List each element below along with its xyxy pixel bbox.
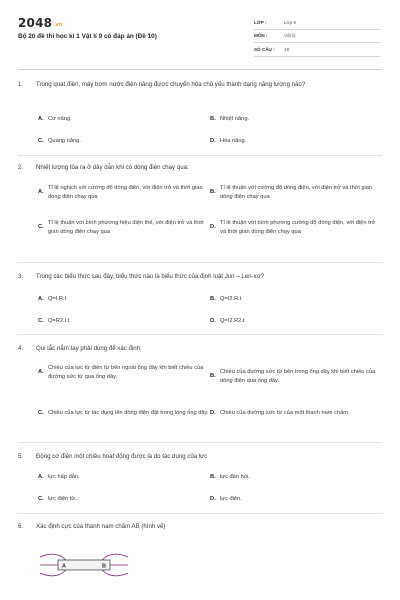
option-letter: A. — [38, 116, 44, 122]
option-b[interactable] — [210, 368, 382, 385]
option-text: Nhiệt năng. — [220, 116, 250, 122]
meta-row-subject — [254, 30, 380, 44]
question-3 — [18, 272, 382, 281]
option-letter: C. — [38, 224, 44, 231]
logo-text: 2048 — [18, 16, 53, 30]
option-letter: B. — [210, 116, 216, 122]
option-text: Q=I2.R.t — [220, 296, 242, 302]
option-c[interactable] — [38, 495, 198, 504]
option-b[interactable] — [210, 184, 382, 201]
question-text: Nhiệt lượng tỏa ra ở dây dẫn khi có dòng điện chạy qua: — [36, 164, 189, 171]
option-letter: C. — [38, 138, 44, 144]
option-letter: B. — [210, 474, 216, 480]
meta-value: Lớp 9 — [284, 19, 296, 25]
question-text: Xác định cực của thanh nam châm AB (hình vẽ) — [36, 523, 166, 530]
document-meta — [254, 16, 380, 57]
question-divider — [18, 442, 382, 443]
option-text: Chiều của lực từ tác dụng lên dòng điện đặt trong lòng ống dây. — [48, 410, 209, 416]
question-text: Động cơ điện một chiều hoạt động được là do tác dụng của lực — [36, 453, 208, 460]
question-6 — [18, 522, 382, 531]
option-letter: A. — [38, 369, 44, 376]
question-4 — [18, 344, 382, 353]
option-letter: C. — [38, 410, 44, 416]
question-1 — [18, 80, 382, 89]
question-number: 2. — [18, 164, 24, 171]
option-a[interactable] — [38, 473, 198, 482]
magnet-figure — [38, 551, 130, 579]
question-stem — [18, 452, 382, 461]
question-divider — [18, 262, 382, 263]
option-c[interactable] — [38, 219, 210, 236]
meta-row-class — [254, 16, 380, 30]
magnet-label-a: A — [62, 563, 66, 570]
question-number: 5. — [18, 453, 24, 460]
question-stem — [18, 344, 382, 353]
header-divider — [18, 69, 382, 70]
option-letter: D. — [210, 318, 216, 324]
option-text: Tỉ lệ nghịch với cường độ dòng điện, với điện trở và thời gian dòng điện chạy qua — [48, 185, 203, 200]
option-text: lực hấp dẫn. — [48, 474, 80, 480]
option-d[interactable] — [210, 137, 370, 146]
question-text: Qui tắc nắm tay phải dùng để xác định: — [36, 345, 142, 352]
option-text: lực điện từ. — [48, 496, 77, 502]
option-a[interactable] — [38, 115, 198, 124]
option-letter: D. — [210, 224, 216, 231]
question-stem — [18, 272, 382, 281]
question-text: Trong các biểu thức sau đây, biểu thức nào là biểu thức của định luật Jun – Len-xơ? — [36, 273, 264, 280]
option-text: Q=I2.R2.t — [220, 318, 245, 324]
option-b[interactable] — [210, 295, 370, 304]
question-number: 6. — [18, 523, 24, 530]
option-letter: C. — [38, 318, 44, 324]
option-letter: B. — [210, 189, 216, 196]
option-a[interactable] — [38, 184, 210, 201]
option-text: lực đàn hồi. — [220, 474, 250, 480]
document-header — [0, 0, 400, 64]
option-letter: D. — [210, 496, 216, 502]
option-d[interactable] — [210, 317, 370, 326]
question-divider — [18, 334, 382, 335]
option-a[interactable] — [38, 364, 210, 381]
option-letter: A. — [38, 296, 44, 302]
option-letter: D. — [210, 410, 216, 416]
magnet-label-b: B — [102, 563, 106, 570]
option-d[interactable] — [210, 219, 382, 236]
option-text: Chiều của đường sức từ của một thanh nam châm. — [220, 410, 350, 416]
question-stem — [18, 163, 382, 172]
option-text: Chiều của đường sức từ bên trong ống dây khi biết chiều của dòng điện qua ống dây. — [220, 369, 376, 384]
question-stem — [18, 80, 382, 89]
option-text: Tỉ lệ thuận với bình phương hiệu điện thế, với điện trở và thời gian dòng điện chạy qua — [48, 220, 204, 235]
option-d[interactable] — [210, 409, 382, 418]
site-logo[interactable] — [18, 16, 63, 30]
option-letter: B. — [210, 373, 216, 380]
question-divider — [18, 155, 382, 156]
option-c[interactable] — [38, 317, 198, 326]
option-c[interactable] — [38, 137, 198, 146]
option-text: Chiều của lực từ điện từ bên ngoài ống dây khi biết chiều của đường sức từ qua ống dây. — [48, 365, 204, 380]
meta-value: Vật lý — [284, 33, 296, 39]
option-text: Tỉ lệ thuận với cường độ dòng điện, với điện trở và thời gian dòng điện chạy qua — [220, 185, 373, 200]
meta-label: MÔN : — [254, 33, 268, 39]
question-2 — [18, 163, 382, 172]
option-text: Hóa năng. — [220, 138, 247, 144]
question-divider — [18, 513, 382, 514]
option-c[interactable] — [38, 409, 210, 418]
question-stem — [18, 522, 382, 531]
option-text: Q=I.R.t — [48, 296, 67, 302]
document-title: Bộ 20 đề thi học kì 1 Vật lí 9 có đáp án (Đề 10) — [18, 33, 157, 40]
option-text: Cơ năng. — [48, 116, 72, 122]
question-number: 4. — [18, 345, 24, 352]
question-number: 1. — [18, 81, 24, 88]
option-text: lực điện. — [220, 496, 242, 502]
option-text: Q=R2.I.t — [48, 318, 70, 324]
option-text: Tỉ lệ thuận với bình phương cường độ dòng điện, với điện trở và thời gian dòng điện chạy qua — [220, 220, 376, 235]
option-b[interactable] — [210, 473, 370, 482]
option-letter: A. — [38, 474, 44, 480]
option-a[interactable] — [38, 295, 198, 304]
meta-label: SỐ CÂU : — [254, 46, 275, 52]
option-letter: B. — [210, 296, 216, 302]
meta-label: LỚP : — [254, 19, 267, 25]
question-5 — [18, 452, 382, 461]
option-d[interactable] — [210, 495, 370, 504]
option-letter: D. — [210, 138, 216, 144]
question-number: 3. — [18, 273, 24, 280]
option-b[interactable] — [210, 115, 370, 124]
meta-value: 19 — [284, 46, 290, 52]
option-text: Quang năng. — [48, 138, 81, 144]
option-letter: C. — [38, 496, 44, 502]
question-text: Trong quạt điện, máy bơm nước điện năng được chuyển hóa chủ yếu thành dạng năng lượng nào? — [36, 81, 306, 88]
option-letter: A. — [38, 189, 44, 196]
logo-suffix: .vn — [53, 22, 63, 28]
meta-row-count — [254, 43, 380, 57]
